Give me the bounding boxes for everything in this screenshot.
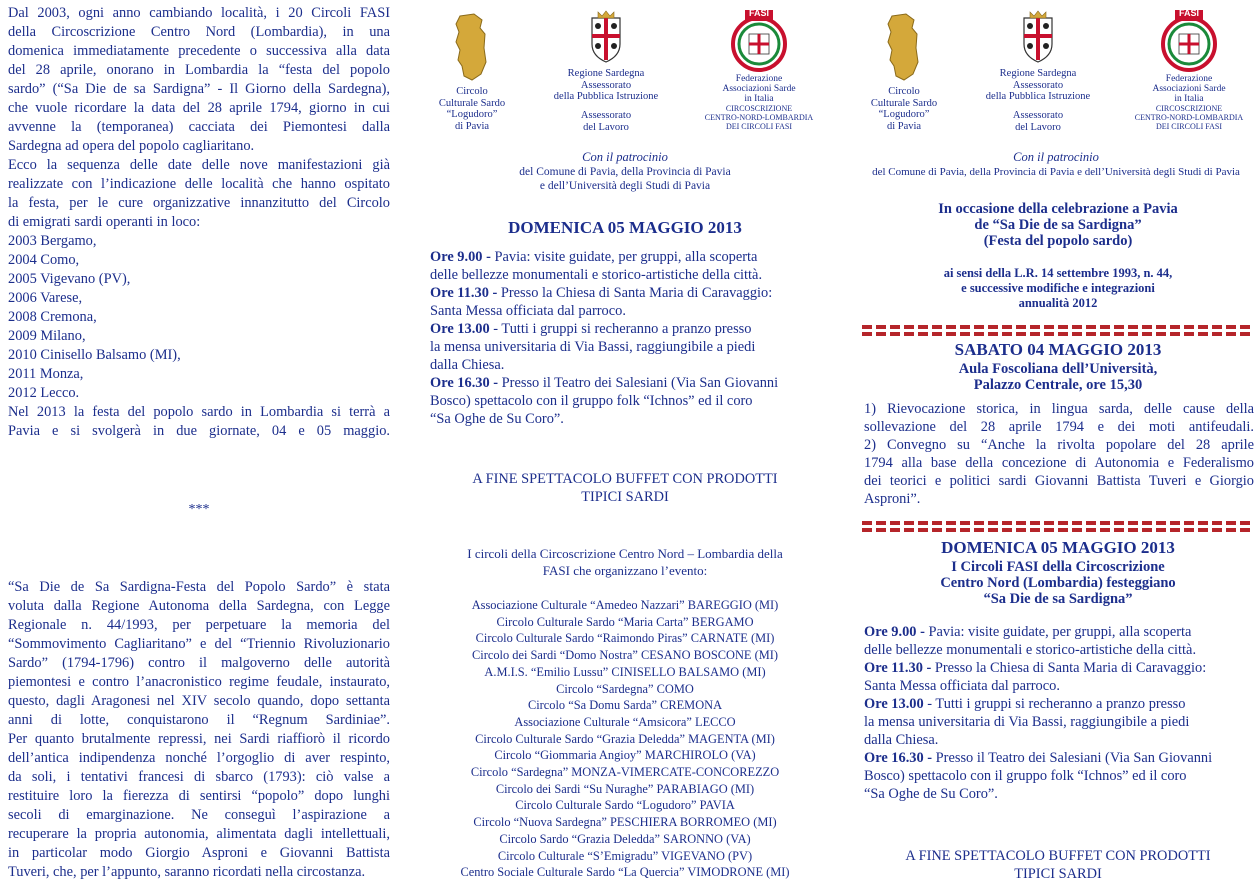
intro-line: domenica immediatamente precedente o successiva alla data — [8, 43, 390, 59]
program-line: dalla Chiesa. — [430, 357, 505, 373]
caption-line: “Logudoro” — [446, 109, 498, 120]
left-panel — [8, 0, 390, 890]
sunday-program — [864, 623, 1254, 803]
year-item: 2008 Cremona, — [8, 309, 97, 325]
fasi-badge: FASI — [748, 8, 769, 18]
regione-caption — [971, 68, 1105, 103]
program-line: Ore 16.30 - Presso il Teatro dei Salesiani (Via San Giovanni — [430, 375, 779, 391]
list-item: Circolo dei Sardi “Su Nuraghe” PARABIAGO (MI) — [495, 781, 755, 796]
occasion-line: In occasione della celebrazione a Pavia — [938, 201, 1178, 217]
sunday-heading: DOMENICA 05 MAGGIO 2013 — [508, 218, 742, 237]
caption-line: Associazioni Sarde — [1152, 84, 1226, 94]
circolo-caption — [862, 86, 952, 132]
circoli-list — [424, 597, 826, 881]
list-item: Associazione Culturale “Amsicora” LECCO — [514, 714, 736, 729]
program-line: Ore 9.00 - Pavia: visite guidate, per gruppi, alla scoperta — [430, 249, 758, 265]
caption-line: Associazioni Sarde — [722, 84, 796, 94]
lavoro-caption — [564, 110, 648, 133]
history-line: recuperare la propria autonomia, alimentata dagli intellettuali, — [8, 826, 390, 842]
program-line: dalla Chiesa. — [864, 732, 939, 748]
law-reference — [862, 266, 1254, 311]
history-line: da soli, i tentativi francesi di sbarco (1793): ciò valse a — [8, 769, 390, 785]
program-line: Ore 16.30 - Presso il Teatro dei Salesiani (Via San Giovanni — [864, 750, 1213, 766]
subtitle-line: “Sa Die de sa Sardigna” — [983, 591, 1133, 607]
caption-line: CIRCOSCRIZIONE — [1155, 104, 1223, 113]
history-line: Per quanto brutalmente repressi, nei Sardi riaffiorò il ricordo — [8, 731, 390, 747]
law-line: ai sensi della L.R. 14 settembre 1993, n. 44, — [943, 266, 1173, 280]
patrocinio-line: del Comune di Pavia, della Provincia di Pavia — [519, 166, 731, 178]
program-line: la mensa universitaria di Via Bassi, raggiungibile a piedi — [864, 714, 1190, 730]
patrocinio-label: Con il patrocinio — [1013, 150, 1099, 164]
caption-line: CENTRO-NORD-LOMBARDIA — [704, 113, 814, 122]
caption-line: CIRCOSCRIZIONE — [725, 104, 793, 113]
list-item: Circolo dei Sardi “Domo Nostra” CESANO BOSCONE (MI) — [472, 648, 778, 663]
program-line: Ore 13.00 - Tutti i gruppi si recheranno a pranzo presso — [864, 696, 1186, 712]
right-panel — [862, 0, 1254, 890]
logos-header — [424, 0, 826, 150]
caption-line: Assessorato — [1012, 110, 1064, 121]
history-line: Regionale n. 44/1993, per perpetuare la memoria del — [8, 617, 390, 633]
occasion-line: (Festa del popolo sardo) — [983, 233, 1133, 249]
program-line: Ore 13.00 - Tutti i gruppi si recheranno a pranzo presso — [430, 321, 752, 337]
caption-line: DEI CIRCOLI FASI — [1155, 122, 1223, 131]
history-line: voluta dalla Regione Autonoma della Sardegna, con Legge — [8, 598, 390, 614]
history-line: Tuveri, che, per l’appunto, saranno ricordati nella circostanza. — [8, 864, 366, 880]
saturday-place — [862, 361, 1254, 393]
list-item: Circolo Culturale Sardo “Logudoro” PAVIA — [515, 798, 735, 813]
list-item: Circolo “Nuova Sardegna” PESCHIERA BORROMEO (MI) — [473, 815, 777, 830]
logos-header — [862, 0, 1254, 150]
caption-line: Circolo — [456, 86, 488, 97]
program-line: 2) Convegno su “Anche la rivolta popolare del 28 aprile — [864, 437, 1254, 453]
subtitle-line: Centro Nord (Lombardia) festeggiano — [940, 575, 1176, 591]
caption-line: DEI CIRCOLI FASI — [725, 122, 793, 131]
section-separator: *** — [188, 502, 210, 517]
patrocinio-line: e dell’Università degli Studi di Pavia — [539, 180, 711, 192]
program-line: 1794 alla base della concezione di Autonomia e Federalismo — [864, 455, 1254, 471]
caption-line: in Italia — [1174, 94, 1204, 104]
caption-line: Assessorato — [580, 110, 632, 121]
list-item: Circolo “Sa Domu Sarda” CREMONA — [527, 698, 723, 713]
program-line: Ore 9.00 - Pavia: visite guidate, per gruppi, alla scoperta — [864, 624, 1192, 640]
year-2013-line: Nel 2013 la festa del popolo sardo in Lombardia si terrà a — [8, 404, 390, 420]
buffet-note — [862, 847, 1254, 883]
program-line: Ore 11.30 - Presso la Chiesa di Santa Maria di Caravaggio: — [864, 660, 1207, 676]
regione-crest-icon — [584, 10, 628, 64]
subtitle-line: I Circoli FASI della Circoscrizione — [951, 559, 1165, 575]
year-item: 2010 Cinisello Balsamo (MI), — [8, 347, 181, 363]
law-line: e successive modifiche e integrazioni — [961, 281, 1155, 295]
buffet-line: A FINE SPETTACOLO BUFFET CON PRODOTTI — [472, 471, 778, 487]
list-item: Circolo “Giommaria Angioy” MARCHIROLO (VA) — [494, 748, 756, 763]
program-line: Santa Messa officiata dal parroco. — [864, 678, 1060, 694]
program-line: Bosco) spettacolo con il gruppo folk “Ichnos” ed il coro — [430, 393, 753, 409]
program-line: Asproni”. — [864, 491, 921, 507]
caption-line: “Logudoro” — [878, 109, 930, 120]
law-line: annualità 2012 — [1018, 296, 1098, 310]
program-line: sollevazione del 28 aprile 1794 e dei moti antifeudali. — [864, 419, 1254, 435]
sequence-line: la festa, per le cure organizzative innanzitutto del Circolo — [8, 195, 390, 211]
history-paragraph — [8, 578, 390, 882]
intro-line: avvenne la (temporanea) cacciata dei Piemontesi dalla — [8, 119, 390, 135]
year-item: 2006 Varese, — [8, 290, 83, 306]
sequence-line: Ecco la sequenza delle date delle nove manifestazioni già — [8, 157, 390, 173]
year-2013-line: Pavia e si svolgerà in due giornate, 04 e 05 maggio. — [8, 423, 390, 439]
year-item: 2005 Vigevano (PV), — [8, 271, 131, 287]
caption-line: Federazione — [1165, 74, 1213, 84]
occasion-line: de “Sa Die de sa Sardigna” — [974, 217, 1142, 233]
history-line: Sardo” (1794-1796) contro il malgoverno delle autorità — [8, 655, 390, 671]
caption-line: Circolo — [888, 86, 920, 97]
intro-paragraph — [8, 4, 390, 441]
intro-line: sardo” (“Sa Die de sa Sardigna” - Il Giorno della Sardegna), — [8, 81, 390, 97]
caption-line: del Lavoro — [1015, 121, 1061, 133]
list-item: Circolo “Sardegna” MONZA-VIMERCATE-CONCOREZZO — [470, 765, 780, 780]
history-line: “Sommovimento Cagliaritano” e del “Triennio Rivoluzionario — [8, 636, 390, 652]
history-line: anni di lotte, conquistarono il “Regnum Sardiniae”. — [8, 712, 390, 728]
sequence-line: realizzate con l’indicazione delle località che hanno ospitato — [8, 176, 390, 192]
patrocinio-block — [862, 150, 1254, 179]
list-item: Associazione Culturale “Amedeo Nazzari” BAREGGIO (MI) — [471, 598, 779, 612]
patrocinio-block — [424, 150, 826, 193]
caption-line: di Pavia — [454, 120, 490, 132]
program-line: delle bellezze monumentali e storico-artistiche della città. — [430, 267, 763, 283]
program-line: Bosco) spettacolo con il gruppo folk “Ichnos” ed il coro — [864, 768, 1187, 784]
caption-line: Federazione — [735, 74, 783, 84]
place-line: Aula Foscoliana dell’Università, — [958, 361, 1158, 377]
regione-caption — [539, 68, 673, 103]
caption-line: della Pubblica Istruzione — [985, 91, 1091, 102]
list-item: Circolo Sardo “Grazia Deledda” SARONNO (VA) — [499, 831, 751, 846]
program-line: 1) Rievocazione storica, in lingua sarda, delle cause della — [864, 401, 1254, 417]
buffet-line: A FINE SPETTACOLO BUFFET CON PRODOTTI — [905, 848, 1211, 864]
buffet-note — [424, 470, 826, 506]
fasi-caption — [694, 74, 824, 131]
caption-line: in Italia — [744, 94, 774, 104]
sunday-program — [430, 248, 826, 428]
middle-panel — [424, 0, 826, 890]
list-item: Circolo Culturale Sardo “Grazia Deledda” MAGENTA (MI) — [475, 731, 775, 746]
intro-line: della Circoscrizione Centro Nord (Lombardia), in una — [8, 24, 390, 40]
divider-line — [862, 528, 1254, 532]
fasi-badge: FASI — [1178, 8, 1199, 18]
caption-line: Assessorato — [1012, 79, 1064, 91]
divider-line — [862, 332, 1254, 336]
caption-line: Culturale Sardo — [870, 97, 938, 109]
caption-line: Culturale Sardo — [438, 97, 506, 109]
list-item: A.M.I.S. “Emilio Lussu” CINISELLO BALSAMO (MI) — [484, 664, 766, 679]
intro-line: Sardegna ad opera del popolo cagliaritano. — [8, 138, 255, 154]
program-line: “Sa Oghe de Su Coro”. — [864, 786, 998, 802]
history-line: piemontesi e contro l’anacronistico regime feudale, instaurato, — [8, 674, 390, 690]
caption-line: del Lavoro — [583, 121, 629, 133]
program-line: Ore 11.30 - Presso la Chiesa di Santa Maria di Caravaggio: — [430, 285, 773, 301]
history-line: “Sa Die de Sa Sardigna-Festa del Popolo Sardo” è stata — [8, 579, 390, 595]
caption-line: di Pavia — [886, 120, 922, 132]
program-line: delle bellezze monumentali e storico-artistiche della città. — [864, 642, 1197, 658]
sunday-heading: DOMENICA 05 MAGGIO 2013 — [941, 538, 1175, 557]
caption-line: Assessorato — [580, 79, 632, 91]
sardinia-map-icon — [452, 12, 488, 82]
history-line: dell’antica indipendenza nonché l’orgoglio di aver respinto, — [8, 750, 390, 766]
list-item: Circolo Culturale “S’Emigradu” VIGEVANO (PV) — [497, 848, 753, 863]
divider — [862, 518, 1254, 535]
program-line: Santa Messa officiata dal parroco. — [430, 303, 626, 319]
saturday-program — [864, 400, 1254, 508]
year-item: 2011 Monza, — [8, 366, 84, 382]
lavoro-caption — [996, 110, 1080, 133]
buffet-line: TIPICI SARDI — [1014, 866, 1102, 882]
list-item: Circolo Culturale Sardo “Raimondo Piras” CARNATE (MI) — [475, 631, 775, 646]
occasion-heading — [862, 201, 1254, 249]
patrocinio-line: del Comune di Pavia, della Provincia di Pavia e dell’Università degli Studi di Pavia — [872, 166, 1240, 178]
sunday-subtitle — [862, 559, 1254, 607]
intro-line: del 28 aprile, onorano in Lombardia la “festa del popolo — [8, 62, 390, 78]
year-item: 2004 Como, — [8, 252, 80, 268]
circoli-intro — [424, 545, 826, 579]
circolo-caption — [424, 86, 520, 132]
divider-line — [862, 325, 1254, 329]
intro-line: Dal 2003, ogni anno cambiando località, i 20 Circoli FASI — [8, 5, 390, 21]
program-line: la mensa universitaria di Via Bassi, raggiungibile a piedi — [430, 339, 756, 355]
history-line: restituire loro la fierezza di sentirsi “popolo” dopo lunghi — [8, 788, 390, 804]
history-line: secoli di emarginazione. Ne conseguì l’aspirazione a — [8, 807, 390, 823]
place-line: Palazzo Centrale, ore 15,30 — [973, 377, 1143, 393]
history-line: questo, dagli Aragonesi nel XIV secolo quando, dopo settanta — [8, 693, 390, 709]
patrocinio-label: Con il patrocinio — [582, 150, 668, 164]
caption-line: Regione Sardegna — [999, 68, 1077, 79]
year-item: 2003 Bergamo, — [8, 233, 97, 249]
divider-line — [862, 521, 1254, 525]
program-line: “Sa Oghe de Su Coro”. — [430, 411, 564, 427]
year-item: 2012 Lecco. — [8, 385, 80, 401]
sardinia-map-icon — [884, 12, 920, 82]
fasi-caption — [1124, 74, 1254, 131]
sequence-line: di emigrati sardi operanti in loco: — [8, 214, 201, 230]
circoli-intro-line: I circoli della Circoscrizione Centro Nord – Lombardia della — [467, 546, 783, 561]
list-item: Circolo “Sardegna” COMO — [556, 681, 694, 696]
caption-line: CENTRO-NORD-LOMBARDIA — [1134, 113, 1244, 122]
program-line: dei teorici e politici sardi Giovanni Battista Tuveri e Giorgio — [864, 473, 1254, 489]
saturday-heading: SABATO 04 MAGGIO 2013 — [954, 340, 1162, 359]
caption-line: Regione Sardegna — [567, 68, 645, 79]
history-line: in particolar modo Giorgio Asproni e Giovanni Battista — [8, 845, 390, 861]
regione-crest-icon — [1016, 10, 1060, 64]
divider — [862, 322, 1254, 339]
circoli-intro-line: FASI che organizzano l’evento: — [542, 563, 708, 578]
list-item: Circolo Culturale Sardo “Maria Carta” BERGAMO — [496, 614, 754, 629]
year-item: 2009 Milano, — [8, 328, 86, 344]
buffet-line: TIPICI SARDI — [581, 489, 669, 505]
caption-line: della Pubblica Istruzione — [553, 91, 659, 102]
list-item: Centro Sociale Culturale Sardo “La Quercia” VIMODRONE (MI) — [460, 865, 790, 880]
intro-line: che vuole ricordare la data del 28 aprile 1794, giorno in cui — [8, 100, 390, 116]
